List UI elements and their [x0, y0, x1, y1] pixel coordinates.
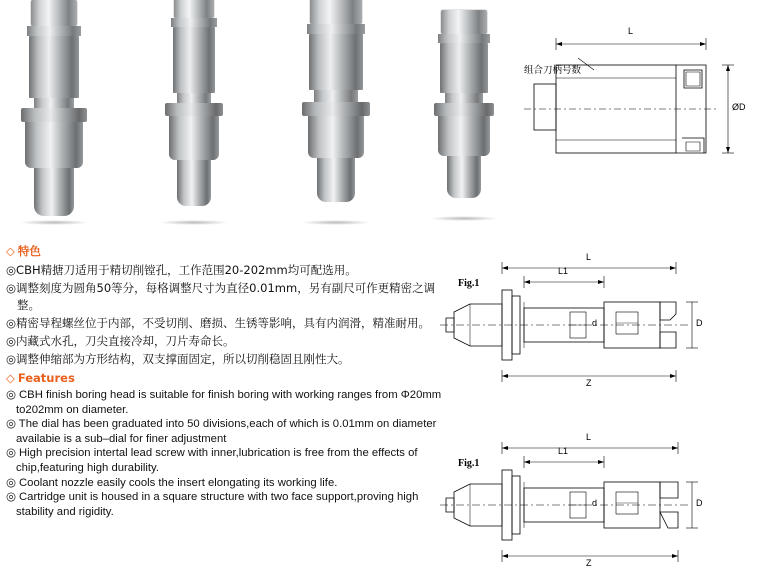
- feature-en-item-3: [6, 446, 454, 475]
- bullet-icon: ◎: [6, 263, 17, 277]
- bullet-icon: ◎: [6, 418, 16, 431]
- technical-drawing-top-right: [516, 10, 756, 200]
- bullet-icon: ◎: [6, 352, 17, 366]
- boring-head-tool-4: [418, 10, 510, 218]
- feature-en-item-3-text: High precision intertal lead screw with inner,lubrication is free from the effects of chip,featuring high durability.: [16, 447, 418, 474]
- feature-cn-item-4: [6, 333, 454, 350]
- adjust-collar: [27, 26, 81, 36]
- feature-cn-item-2-text: 调整刻度为圆角50等分，每格调整尺寸为直径0.01mm，另有副尺可作更精密之调整。: [16, 281, 436, 312]
- mid-neck: [445, 93, 483, 103]
- bullet-icon: ◎: [6, 281, 17, 295]
- taper-shank-upper: [169, 116, 219, 160]
- mid-neck: [34, 98, 74, 108]
- drop-shadow: [159, 220, 229, 225]
- drop-shadow: [429, 216, 499, 221]
- flange: [165, 103, 223, 116]
- dim-label-L: L: [586, 432, 592, 442]
- boring-body: [29, 36, 79, 98]
- dim-label-D: D: [696, 318, 703, 328]
- drop-shadow: [19, 220, 89, 225]
- dim-label-OD: ØD: [732, 102, 746, 112]
- taper-shank-lower: [34, 168, 74, 216]
- product-photo-band: [0, 0, 763, 240]
- adjust-collar: [307, 24, 365, 34]
- dim-label-L: L: [628, 26, 634, 36]
- callout-combined-holder-no: 组合刀柄号数: [524, 65, 582, 76]
- feature-en-item-1: [6, 388, 454, 417]
- bullet-icon: ◎: [6, 476, 16, 489]
- feature-en-item-5-text: Cartridge unit is housed in a square structure with two face support,proving high stability and rigidity.: [16, 491, 419, 518]
- cutter-head: [310, 0, 362, 24]
- features-title-cn-text: 特色: [17, 244, 41, 258]
- boring-body: [440, 43, 488, 93]
- boring-head-tool-1: [8, 0, 100, 222]
- feature-cn-item-1: [6, 262, 454, 279]
- cutter-head: [31, 0, 77, 26]
- boring-head-tool-3: [288, 0, 384, 222]
- bullet-icon: ◎: [6, 316, 17, 330]
- technical-drawing-fig1-lower: [440, 430, 760, 580]
- mid-neck: [314, 90, 358, 102]
- dim-label-d: d: [592, 498, 598, 508]
- bullet-icon: ◎: [6, 389, 16, 401]
- taper-shank-upper: [438, 116, 490, 156]
- feature-en-item-2: [6, 417, 454, 446]
- feature-cn-item-3-text: 精密导程螺丝位于内部，不受切削、磨损、生锈等影响，具有内润滑，精准耐用。: [16, 316, 431, 330]
- feature-en-item-5: [6, 490, 454, 519]
- feature-cn-item-2: [6, 280, 454, 314]
- taper-shank-lower: [177, 160, 211, 206]
- taper-shank-lower: [447, 156, 481, 198]
- feature-cn-item-5-text: 调整伸缩部为方形结构，双支撑面固定，所以切削稳固且刚性大。: [16, 352, 350, 366]
- bullet-icon: ◎: [6, 447, 16, 460]
- boring-head-tool-2: [148, 0, 240, 222]
- dim-label-L1: L1: [558, 446, 569, 456]
- boring-body: [309, 34, 363, 90]
- feature-cn-item-4-text: 内藏式水孔，刀尖直接冷却，刀片寿命长。: [16, 334, 235, 348]
- feature-cn-item-1-text: CBH精搪刀适用于精切削镗孔，工作范围20-202mm均可配选用。: [16, 263, 357, 277]
- taper-shank-upper: [308, 116, 364, 158]
- features-title-cn: [6, 243, 454, 259]
- feature-en-item-4: [6, 476, 454, 491]
- features-title-en: [6, 371, 454, 385]
- boring-body: [173, 27, 215, 93]
- fig-caption-upper: Fig.1: [458, 278, 480, 289]
- feature-en-item-2-text: The dial has been graduated into 50 divisions,each of which is 0.01mm on diameter availabie is a sub–dial for finer adjustment: [16, 418, 437, 445]
- features-title-en-text: Features: [17, 371, 75, 385]
- taper-shank-upper: [25, 122, 83, 168]
- feature-en-item-4-text: Coolant nozzle easily cools the insert elongating its working life.: [19, 476, 338, 489]
- bullet-icon: ◎: [6, 334, 17, 348]
- fig-caption-lower: Fig.1: [458, 458, 480, 469]
- adjust-collar: [171, 18, 217, 27]
- dim-label-L: L: [586, 252, 592, 262]
- dim-label-Z: Z: [586, 378, 592, 388]
- feature-cn-item-3: [6, 315, 454, 332]
- feature-text-column: [6, 243, 454, 519]
- bullet-icon: ◎: [6, 491, 16, 504]
- cutter-head: [174, 0, 214, 18]
- technical-drawing-fig1-upper: [440, 250, 760, 400]
- dim-label-D: D: [696, 498, 703, 508]
- mid-neck: [177, 93, 211, 103]
- flange: [302, 102, 370, 116]
- dim-label-L1: L1: [558, 266, 569, 276]
- adjust-collar: [438, 34, 490, 43]
- taper-shank-lower: [317, 158, 355, 202]
- cutter-head: [441, 10, 487, 34]
- flange: [434, 103, 494, 116]
- dim-label-Z: Z: [586, 558, 592, 568]
- flange: [21, 108, 87, 122]
- drop-shadow: [301, 220, 371, 225]
- dim-label-d: d: [592, 318, 598, 328]
- diamond-icon: ◇: [6, 244, 15, 258]
- feature-en-item-1-text: CBH finish boring head is suitable for finish boring with working ranges from Φ20mm to202mm on diameter.: [16, 389, 442, 416]
- diamond-icon: ◇: [6, 371, 15, 385]
- feature-cn-item-5: [6, 351, 454, 368]
